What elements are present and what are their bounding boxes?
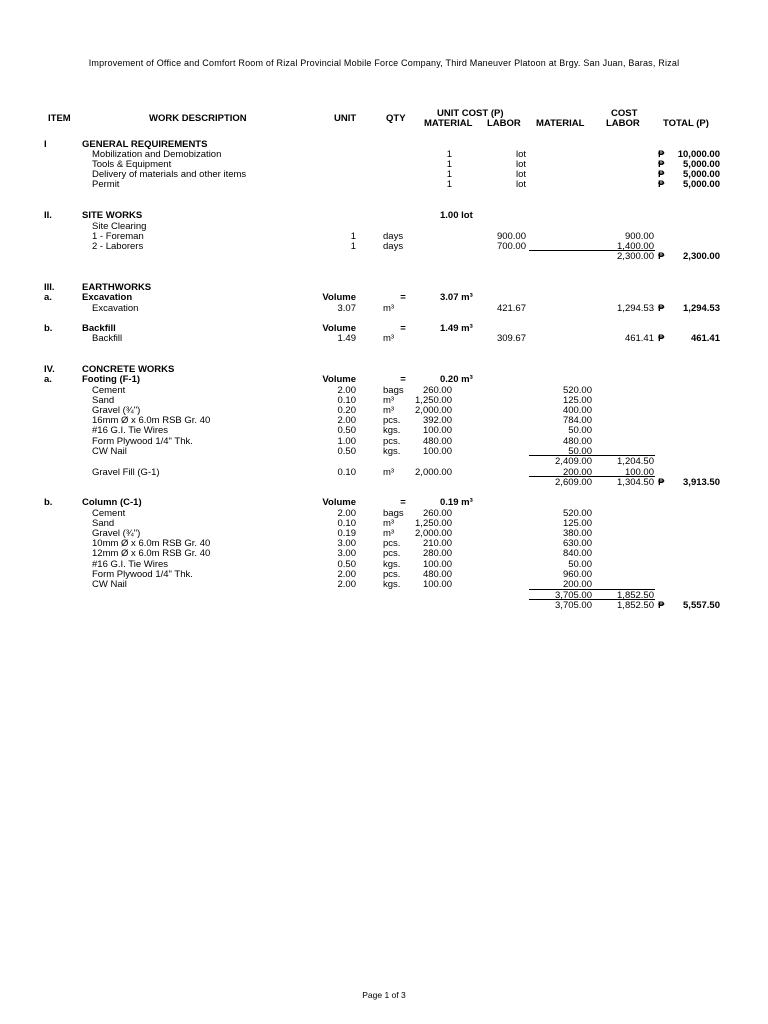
cell-volume: 0.19 m³ [440,497,473,508]
cell-unit: 0.10 [337,467,356,478]
cell-costmat: 480.00 [562,436,592,447]
cell-costmat: 125.00 [562,518,592,529]
cell-ucmat: 2,000.00 [415,467,452,478]
cell-unit: 0.20 [337,405,356,416]
header-unit-cost-labor: LABOR [487,118,521,129]
cell-uclab: 309.67 [496,333,526,344]
cell-uclab: lot [515,149,526,160]
cell-unit: 2.00 [337,415,356,426]
cell-desc: 2 - Laborers [92,241,144,252]
peso-sign: ₱ [658,149,665,160]
cell-unit: 1 [350,241,356,252]
cell-costmat: 200.00 [562,579,592,590]
cell-qty: kgs. [383,446,401,457]
cell-total: 5,000.00 [683,179,720,190]
cell-qty: days [383,231,404,242]
cell-uclab: 700.00 [496,241,526,252]
cell-desc: Permit [92,179,120,190]
cell-qty: = [400,292,406,303]
cell-unit: 1.00 [337,436,356,447]
peso-sign: ₱ [658,303,665,314]
cell-desc: Backfill [82,323,116,334]
cell-costmat: 50.00 [568,559,592,570]
cell-desc: Gravel Fill (G-1) [92,467,160,478]
cell-unit: 1 [350,231,356,242]
cell-unit: 0.10 [337,395,356,406]
cell-unit: 0.50 [337,425,356,436]
cell-ucmat: 1 [446,179,452,190]
cell-total: 461.41 [690,333,720,344]
cell-uclab: lot [515,169,526,180]
cell-ucmat: 480.00 [422,436,452,447]
subtotal-rule [529,455,655,456]
cell-ucmat: 2,000.00 [415,528,452,539]
table-row [0,477,768,488]
cell-ucmat: 1 [446,169,452,180]
header-cost-labor: LABOR [606,118,640,129]
cell-costmat: 520.00 [562,508,592,519]
peso-sign: ₱ [658,159,665,170]
cell-total: 1,294.53 [683,303,720,314]
cell-desc: #16 G.I. Tie Wires [92,559,169,570]
subtotal-rule [529,589,655,590]
cell-qty: days [383,241,404,252]
cell-ucmat: 280.00 [422,548,452,559]
cell-costlab: 1,304.50 [617,477,654,488]
document-title: Improvement of Office and Comfort Room of Rizal Provincial Mobile Force Company, Third Maneuver Platoon at Brgy. San Juan, Baras, Rizal [88,58,680,68]
cell-desc: CONCRETE WORKS [82,364,175,375]
cell-qty: m³ [383,405,395,416]
cell-desc: Sand [92,518,115,529]
cell-desc: #16 G.I. Tie Wires [92,425,169,436]
cell-qty: kgs. [383,559,401,570]
header-unit: UNIT [334,113,357,124]
cell-desc: Column (C-1) [82,497,142,508]
cell-desc: Site Clearing [92,221,147,232]
cell-qty: kgs. [383,425,401,436]
cell-volume: 0.20 m³ [440,374,473,385]
cell-ucmat: 1 [446,159,452,170]
cell-desc: GENERAL REQUIREMENTS [82,139,208,150]
table-row [0,179,768,190]
cell-desc: EARTHWORKS [82,282,152,293]
cell-qty: m³ [383,395,395,406]
cell-desc: CW Nail [92,446,127,457]
header-cost: COST [611,108,638,119]
table-row [0,497,768,508]
cell-costlab: 461.41 [624,333,654,344]
table-row [0,333,768,344]
cell-unit: 0.50 [337,446,356,457]
cell-total: 3,913.50 [683,477,720,488]
cell-item: a. [44,374,52,385]
cell-ucmat: 2,000.00 [415,405,452,416]
cell-costlab: 1,852.50 [617,590,654,601]
cell-desc: Form Plywood 1/4" Thk. [92,436,193,447]
cell-ucmat: 392.00 [422,415,452,426]
cell-qty: m³ [383,528,395,539]
subtotal-rule [529,476,655,477]
cell-desc: Gravel (¾") [92,528,141,539]
cell-volume: 3.07 m³ [440,292,473,303]
cell-costmat: 3,705.00 [555,600,592,611]
subtotal-rule [529,599,655,600]
peso-sign: ₱ [658,477,665,488]
cell-total: 5,000.00 [683,169,720,180]
cell-costmat: 2,609.00 [555,477,592,488]
cell-ucmat: 480.00 [422,569,452,580]
cell-ucmat: 100.00 [422,559,452,570]
cell-costmat: 2,409.00 [555,456,592,467]
cell-qty: bags [383,508,404,519]
cell-unit: Volume [322,497,356,508]
cell-uclab: lot [515,179,526,190]
header-total: TOTAL (P) [663,118,709,129]
cell-costlab: 100.00 [624,467,654,478]
header-item: ITEM [48,113,71,124]
cell-unit: 2.00 [337,579,356,590]
table-row [0,251,768,262]
table-row [0,425,768,436]
cell-costmat: 960.00 [562,569,592,580]
cell-costlab: 1,852.50 [617,600,654,611]
cell-unit: 2.00 [337,508,356,519]
cell-qty: = [400,323,406,334]
cell-ucmat: 100.00 [422,446,452,457]
cell-costlab: 900.00 [624,231,654,242]
cell-desc: Excavation [82,292,133,303]
cell-uclab: lot [515,159,526,170]
cell-item: b. [44,323,53,334]
cell-unit: 0.10 [337,518,356,529]
cell-desc: Delivery of materials and other items [92,169,247,180]
page-number: Page 1 of 3 [362,990,406,1000]
cell-qty: m³ [383,518,395,529]
cell-desc: 12mm Ø x 6.0m RSB Gr. 40 [92,548,211,559]
subtotal-rule [529,250,655,251]
cell-desc: Tools & Equipment [92,159,172,170]
cell-total: 2,300.00 [683,251,720,262]
cell-costmat: 784.00 [562,415,592,426]
cell-total: 5,000.00 [683,159,720,170]
cell-costmat: 200.00 [562,467,592,478]
cell-unit: 2.00 [337,385,356,396]
cell-item: II. [44,210,52,221]
header-qty: QTY [386,113,406,124]
cell-ucmat: 210.00 [422,538,452,549]
cell-unit: Volume [322,374,356,385]
cell-qty: pcs. [383,415,401,426]
cell-desc: Footing (F-1) [82,374,141,385]
cell-costmat: 840.00 [562,548,592,559]
table-row [0,303,768,314]
cell-qty: pcs. [383,436,401,447]
cell-qty: pcs. [383,538,401,549]
cell-unit: 3.07 [337,303,356,314]
cell-desc: Backfill [92,333,123,344]
cell-unit: 2.00 [337,569,356,580]
table-row [0,548,768,559]
cell-ucmat: 1,250.00 [415,518,452,529]
cell-item: III. [44,282,55,293]
cell-costmat: 380.00 [562,528,592,539]
cell-costmat: 125.00 [562,395,592,406]
cell-uclab: 421.67 [496,303,526,314]
cell-qty: = [400,497,406,508]
cell-costlab: 2,300.00 [617,251,654,262]
cell-qty: m³ [383,333,395,344]
cell-uclab: 900.00 [496,231,526,242]
cell-volume: 1.49 m³ [440,323,473,334]
cell-costmat: 400.00 [562,405,592,416]
peso-sign: ₱ [658,179,665,190]
header-unit-cost-material: MATERIAL [424,118,473,129]
cell-desc: 16mm Ø x 6.0m RSB Gr. 40 [92,415,211,426]
cell-desc: Gravel (¾") [92,405,141,416]
cell-item: I [44,139,47,150]
peso-sign: ₱ [658,251,665,262]
cell-desc: Form Plywood 1/4" Thk. [92,569,193,580]
cell-unit: 0.50 [337,559,356,570]
cell-item: a. [44,292,52,303]
header-material: MATERIAL [536,118,585,129]
cell-qty: pcs. [383,548,401,559]
cell-qty: m³ [383,303,395,314]
cell-desc: Mobilization and Demobization [92,149,222,160]
table-row [0,210,768,221]
cell-item: b. [44,497,53,508]
cell-ucmat: 1,250.00 [415,395,452,406]
cell-qty: pcs. [383,569,401,580]
cell-unit: Volume [322,323,356,334]
cell-costmat: 50.00 [568,425,592,436]
cell-desc: Cement [92,508,126,519]
cell-desc: Excavation [92,303,139,314]
cell-volume: 1.00 lot [440,210,473,221]
cell-qty: = [400,374,406,385]
cell-qty: kgs. [383,579,401,590]
peso-sign: ₱ [658,333,665,344]
cell-desc: SITE WORKS [82,210,143,221]
table-row [0,374,768,385]
cell-qty: m³ [383,467,395,478]
cell-costmat: 3,705.00 [555,590,592,601]
cell-item: IV. [44,364,55,375]
peso-sign: ₱ [658,600,665,611]
cell-ucmat: 100.00 [422,579,452,590]
cell-costmat: 50.00 [568,446,592,457]
cell-ucmat: 260.00 [422,508,452,519]
cell-desc: CW Nail [92,579,127,590]
cell-costmat: 630.00 [562,538,592,549]
cell-costlab: 1,294.53 [617,303,654,314]
header-unit-cost: UNIT COST (P) [437,108,504,119]
cell-desc: 1 - Foreman [92,231,144,242]
cell-desc: Sand [92,395,115,406]
header-work-description: WORK DESCRIPTION [149,113,247,124]
cell-costmat: 520.00 [562,385,592,396]
cell-qty: bags [383,385,404,396]
cell-costlab: 1,204.50 [617,456,654,467]
peso-sign: ₱ [658,169,665,180]
cell-desc: Cement [92,385,126,396]
cell-total: 5,557.50 [683,600,720,611]
cell-ucmat: 100.00 [422,425,452,436]
cell-unit: 3.00 [337,548,356,559]
cell-desc: 10mm Ø x 6.0m RSB Gr. 40 [92,538,211,549]
cell-unit: 0.19 [337,528,356,539]
table-row [0,600,768,611]
cell-ucmat: 1 [446,149,452,160]
cell-total: 10,000.00 [677,149,720,160]
cell-ucmat: 260.00 [422,385,452,396]
cell-costlab: 1,400.00 [617,241,654,252]
cell-unit: Volume [322,292,356,303]
cell-unit: 1.49 [337,333,356,344]
table-row [0,456,768,467]
cell-unit: 3.00 [337,538,356,549]
table-row [0,292,768,303]
